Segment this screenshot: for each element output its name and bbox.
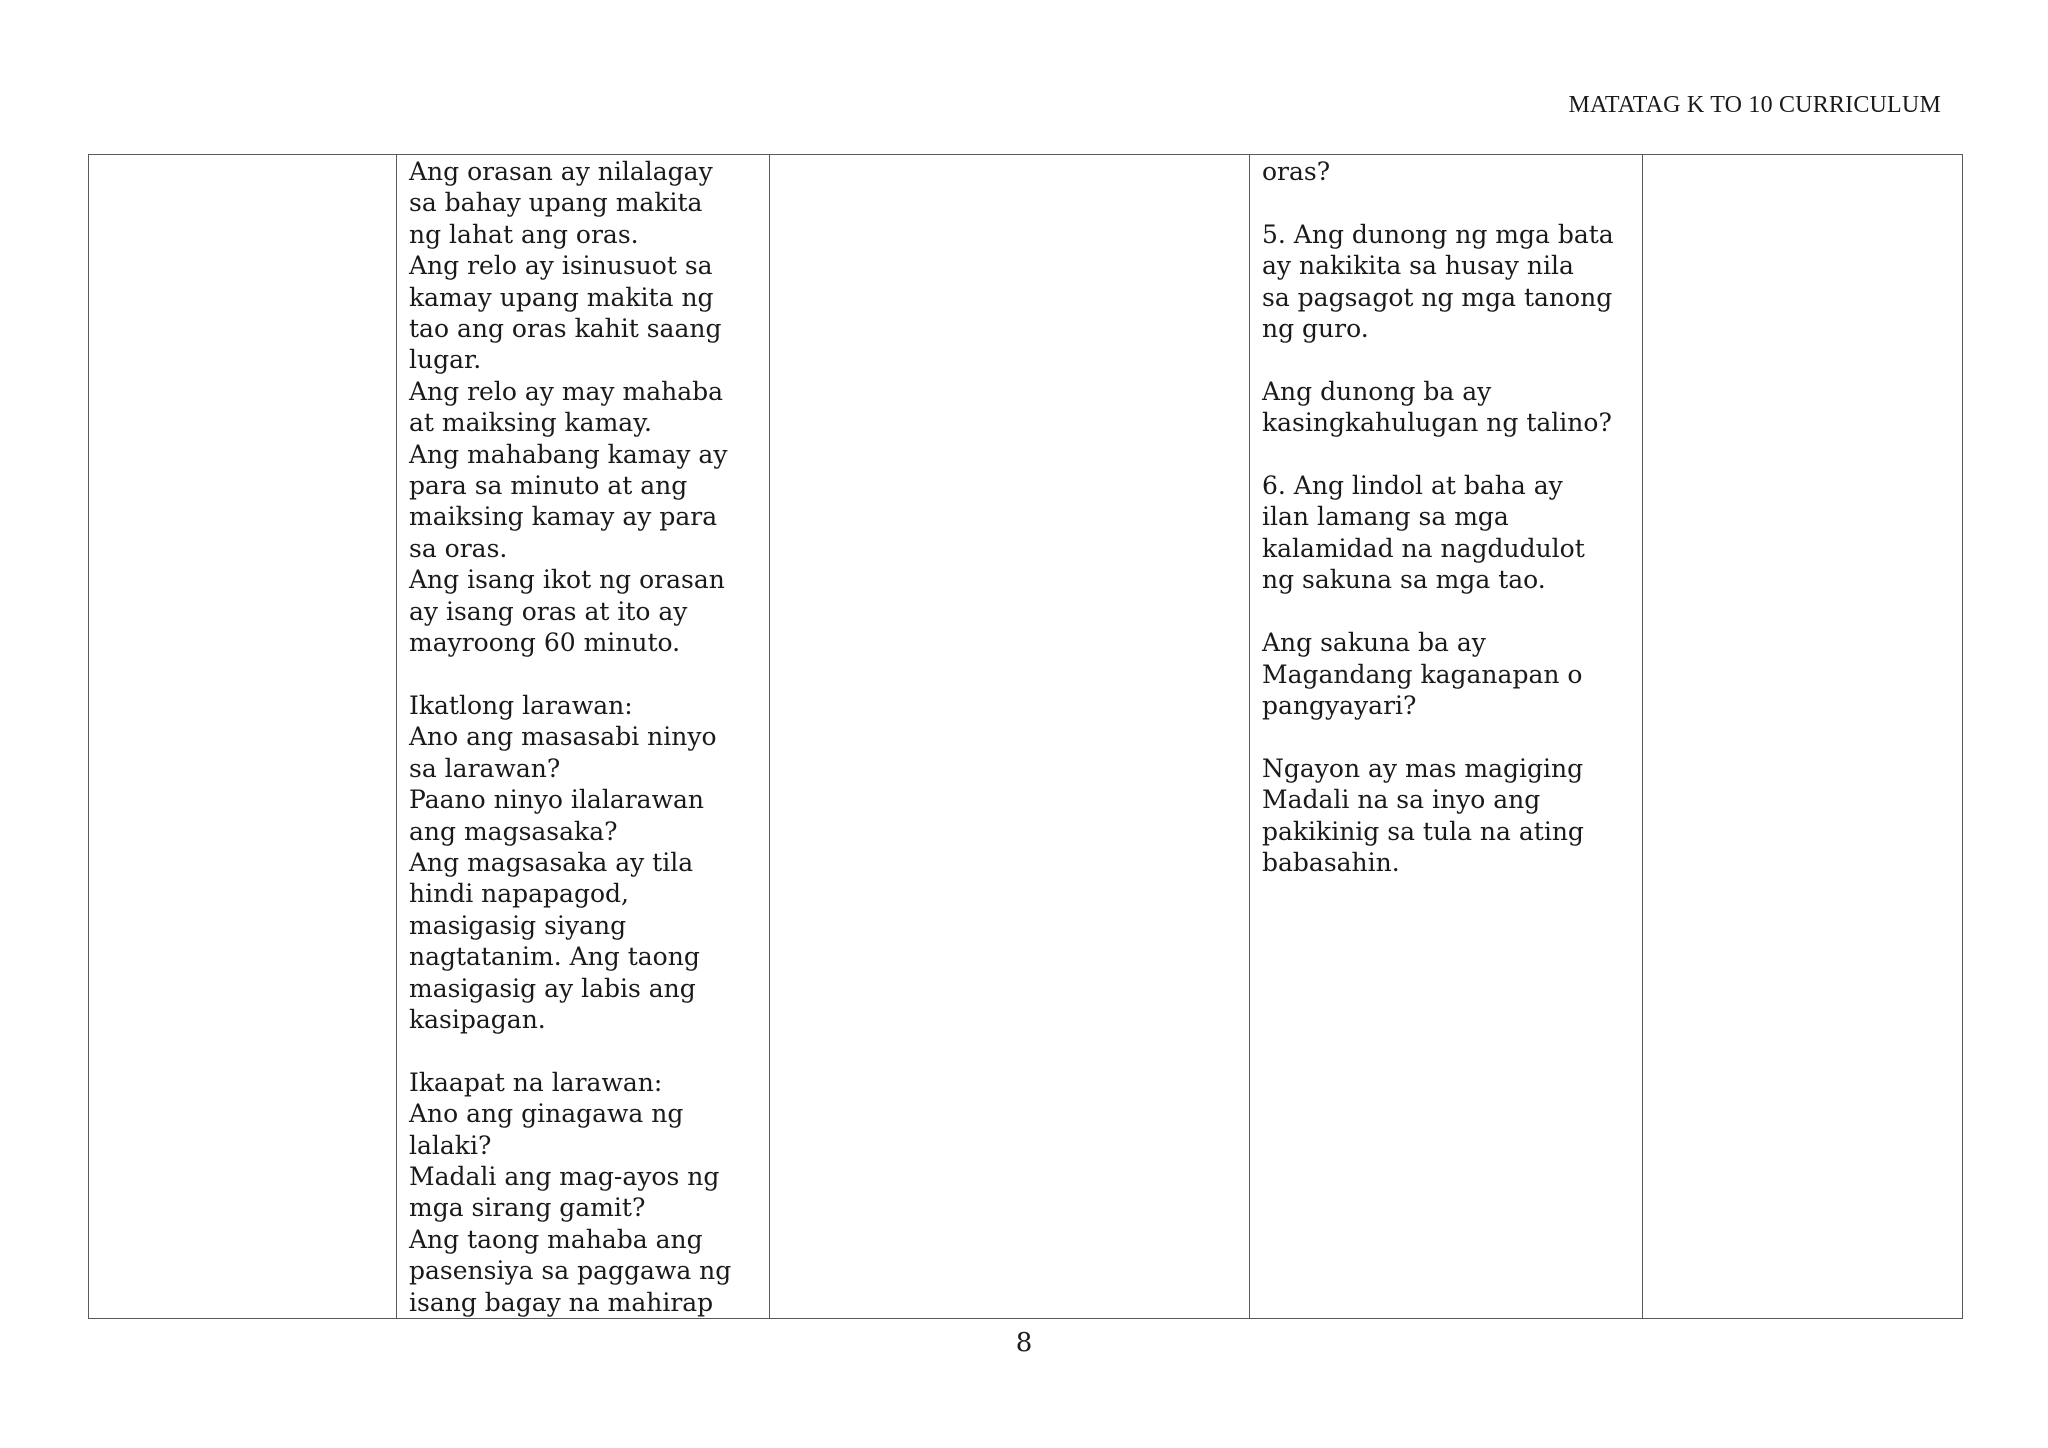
table-row <box>89 155 1963 1319</box>
table-cell-col2 <box>397 155 770 1319</box>
table-cell-col4 <box>1250 155 1643 1319</box>
cell-text-col5 <box>1643 155 1962 156</box>
lesson-plan-table <box>88 154 1963 1319</box>
table-cell-col1 <box>89 155 397 1319</box>
page-number: 8 <box>1015 1328 1033 1358</box>
cell-text-col3 <box>770 155 1249 156</box>
table-cell-col3 <box>770 155 1250 1319</box>
cell-text-col1 <box>89 155 396 156</box>
curriculum-header: MATATAG K TO 10 CURRICULUM <box>1568 92 1941 118</box>
cell-text-col2: Ang orasan ay nilalagay sa bahay upang makita ng lahat ang oras. Ang relo ay isinusuot sa kamay upang makita ng tao ang oras kahit saang lugar. Ang relo ay may mahaba at maiksing kamay. Ang mahabang kamay ay para sa minuto at ang maiksing kamay ay para sa oras. Ang isang ikot ng orasan ay isang oras at ito ay mayroong 60 minuto. Ikatlong larawan: Ano ang masasabi ninyo sa larawan? Paano ninyo ilalarawan ang magsasaka? Ang magsasaka ay tila hindi napapagod, masigasig siyang nagtatanim. Ang taong masigasig ay labis ang kasipagan. Ikaapat na larawan: Ano ang ginagawa ng lalaki? Madali ang mag-ayos ng mga sirang gamit? Ang taong mahaba ang pasensiya sa paggawa ng isang bagay na mahirap <box>409 157 732 1317</box>
table-cell-col5 <box>1643 155 1963 1319</box>
cell-text-col4: oras? 5. Ang dunong ng mga bata ay nakikita sa husay nila sa pagsagot ng mga tanong ng guro. Ang dunong ba ay kasingkahulugan ng talino? 6. Ang lindol at baha ay ilan lamang sa mga kalamidad na nagdudulot ng sakuna sa mga tao. Ang sakuna ba ay Magandang kaganapan o pangyayari? Ngayon ay mas magiging Madali na sa inyo ang pakikinig sa tula na ating babasahin. <box>1262 157 1614 877</box>
